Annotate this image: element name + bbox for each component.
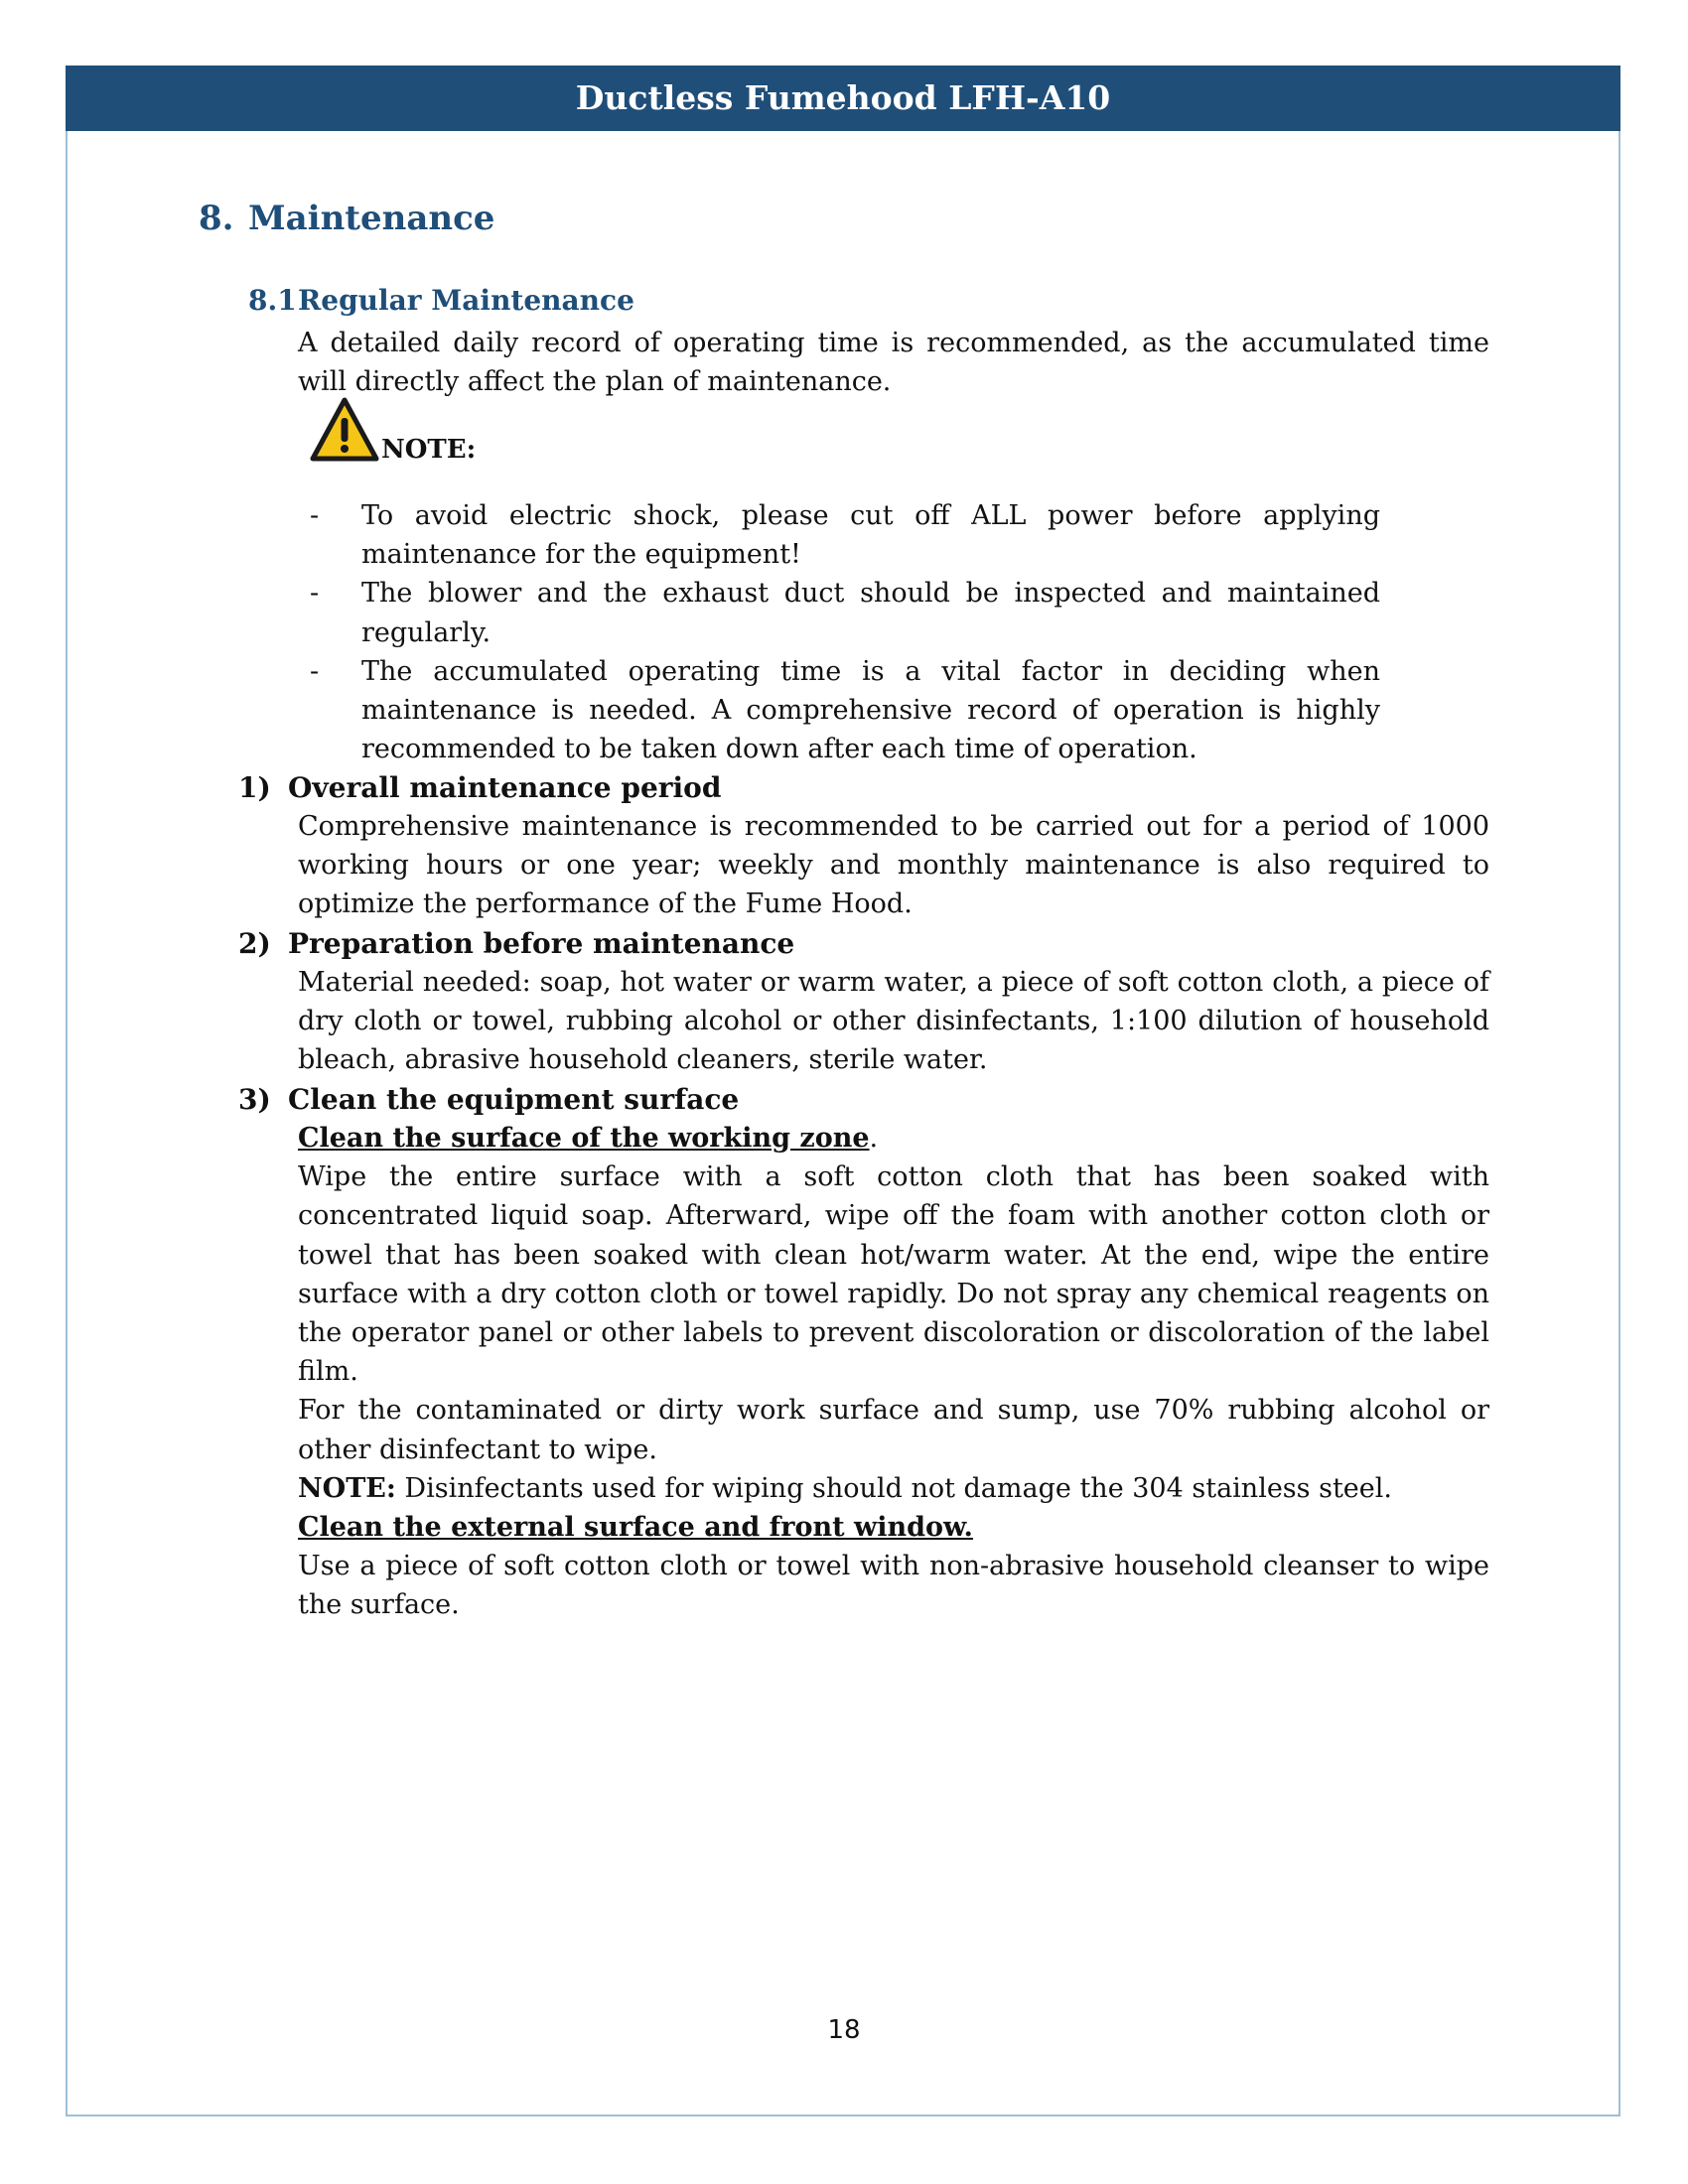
section-title: Maintenance (248, 199, 495, 238)
subsection-title: Regular Maintenance (298, 284, 634, 317)
list-item (310, 652, 1380, 769)
step-3-content (298, 1119, 1489, 1625)
bullet-marker: - (310, 578, 320, 610)
step-2-text: Material needed: soap, hot water or warm water, a piece of soft cotton cloth, a piece of dry cloth or towel, rubbing alcohol or other disinfectants, 1:100 dilution of household bleach, abrasive household cleaners, sterile water. (298, 967, 1489, 1076)
section-heading (199, 199, 494, 238)
bullet-marker: - (310, 500, 320, 531)
step-3-heading (238, 1080, 739, 1119)
subsection-heading (248, 284, 634, 317)
subsection-intro: A detailed daily record of operating time is recommended, as the accumulated time will directly affect the plan of maintenance. (298, 328, 1489, 398)
step-1-text: Comprehensive maintenance is recommended to be carried out for a period of 1000 working hours or one year; weekly and monthly maintenance is also required to optimize the performance of the Fume Hood. (298, 811, 1489, 920)
step-number: 1) (238, 771, 271, 804)
bullet-text: The blower and the exhaust duct should be inspected and maintained regularly. (361, 578, 1380, 648)
external-surface-heading: Clean the external surface and front window. (298, 1512, 973, 1544)
contaminated-surface-text: For the contaminated or dirty work surface and sump, use 70% rubbing alcohol or other disinfectant to wipe. (298, 1395, 1489, 1465)
step-number: 3) (238, 1083, 271, 1116)
working-zone-heading: Clean the surface of the working zone. (298, 1123, 879, 1154)
step-title: Overall maintenance period (288, 771, 722, 804)
disinfectant-note (298, 1469, 1489, 1508)
working-zone-text: Wipe the entire surface with a soft cotton cloth that has been soaked with concentrated liquid soap. Afterward, wipe off the foam with another cotton cloth or towel that has been soaked with clean hot/warm water. At the end, wipe the entire surface with a dry cotton cloth or towel rapidly. Do not spray any chemical reagents on the operator panel or other labels to prevent discoloration or discoloration of the label film. (298, 1161, 1489, 1388)
step-2-heading (238, 924, 794, 963)
step-number: 2) (238, 927, 271, 960)
bullet-text: To avoid electric shock, please cut off ALL power before applying maintenance for the equipment! (361, 500, 1380, 571)
note-header (310, 397, 608, 467)
bullet-marker: - (310, 655, 320, 687)
bullet-text: The accumulated operating time is a vital factor in deciding when maintenance is needed. A comprehensive record of operation is highly recommended to be taken down after each time of operation. (361, 655, 1380, 765)
document-header: Ductless Fumehood LFH-A10 (66, 66, 1620, 131)
list-item (310, 574, 1380, 651)
page-number: 18 (827, 2015, 861, 2045)
step-title: Clean the equipment surface (288, 1083, 740, 1116)
list-item (310, 496, 1380, 574)
external-surface-text: Use a piece of soft cotton cloth or towel with non-abrasive household cleanser to wipe the surface. (298, 1551, 1489, 1621)
step-1-heading (238, 768, 721, 807)
note-bullet-list (310, 496, 1380, 768)
warning-triangle-icon (310, 397, 379, 463)
subsection-number: 8.1 (248, 284, 297, 317)
note-label: NOTE: (298, 1472, 396, 1504)
section-number: 8. (199, 199, 234, 238)
note-label: NOTE: (381, 435, 477, 465)
note-text: Disinfectants used for wiping should not damage the 304 stainless steel. (395, 1472, 1392, 1504)
step-title: Preparation before maintenance (288, 927, 795, 960)
